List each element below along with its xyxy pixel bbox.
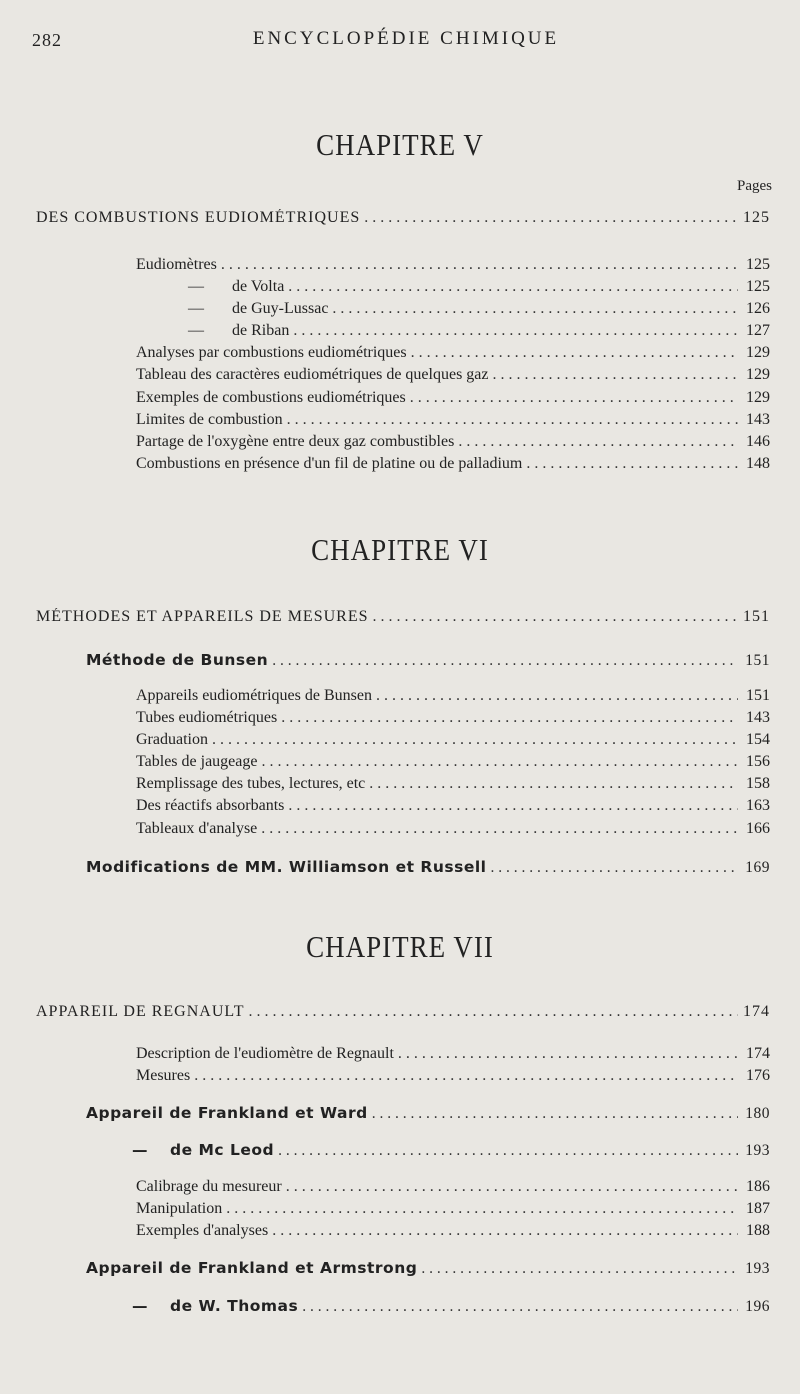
leader-dots	[332, 300, 738, 318]
leader-dots	[293, 322, 738, 340]
toc-entry	[136, 366, 770, 384]
page-ref: 156	[746, 753, 770, 770]
leader-dots	[421, 1260, 738, 1278]
entry-title: Description de l'eudiomètre de Regnault	[136, 1045, 394, 1062]
toc-entry	[136, 775, 770, 793]
subsection-title: Appareil de Frankland et Ward	[86, 1104, 368, 1122]
page-ref: 148	[746, 455, 770, 472]
page-ref: 186	[746, 1178, 770, 1195]
page-ref: 174	[746, 1045, 770, 1062]
entry-title: Mesures	[136, 1067, 191, 1084]
page-ref: 174	[743, 1003, 770, 1020]
entry-title: Tables de jaugeage	[136, 753, 258, 770]
chapter-vii-title: CHAPITRE VII	[306, 930, 494, 964]
toc-entry	[136, 797, 770, 815]
entry-title: Graduation	[136, 731, 208, 748]
page-ref: 125	[743, 209, 770, 226]
toc-entry	[136, 820, 770, 838]
ditto-dash: —	[188, 322, 204, 339]
page-ref: 129	[746, 389, 770, 406]
page-ref: 146	[746, 433, 770, 450]
toc-subsection	[86, 1259, 770, 1278]
toc-entry	[160, 300, 770, 318]
toc-entry	[136, 1178, 770, 1196]
toc-entry	[136, 731, 770, 749]
leader-dots	[194, 1067, 738, 1085]
ditto-dash: —	[188, 300, 204, 317]
leader-dots	[373, 608, 739, 626]
toc-entry	[136, 753, 770, 771]
leader-dots	[221, 256, 738, 274]
page-ref: 158	[746, 775, 770, 792]
entry-title: Calibrage du mesureur	[136, 1178, 282, 1195]
entry-title: Des réactifs absorbants	[136, 797, 285, 814]
toc-entry	[136, 687, 770, 705]
leader-dots	[212, 731, 738, 749]
leader-dots	[281, 709, 738, 727]
toc-subsection	[110, 1297, 770, 1316]
toc-entry	[160, 278, 770, 296]
running-header: ENCYCLOPÉDIE CHIMIQUE	[252, 28, 560, 49]
leader-dots	[493, 366, 739, 384]
leader-dots	[364, 209, 738, 227]
toc-entry	[136, 256, 770, 274]
subsection-title: Modifications de MM. Williamson et Russell	[86, 858, 487, 876]
ditto-dash: —	[132, 1141, 148, 1159]
toc-entry	[136, 1045, 770, 1063]
toc-subsection	[110, 1141, 770, 1160]
leader-dots	[272, 1222, 738, 1240]
page-ref: 196	[745, 1298, 770, 1315]
page-ref: 126	[746, 300, 770, 317]
page-ref: 163	[746, 797, 770, 814]
entry-title: Combustions en présence d'un fil de platine ou de palladium	[136, 455, 523, 472]
entry-title: Remplissage des tubes, lectures, etc	[136, 775, 366, 792]
section-title: APPAREIL DE REGNAULT	[36, 1003, 245, 1020]
subsection-title: Appareil de Frankland et Armstrong	[86, 1259, 418, 1277]
toc-entry	[136, 1200, 770, 1218]
subsection-title: de W. Thomas	[170, 1297, 299, 1315]
leader-dots	[261, 820, 738, 838]
page-ref: 154	[746, 731, 770, 748]
entry-title: de Guy-Lussac	[232, 300, 329, 317]
entry-title: Partage de l'oxygène entre deux gaz combustibles	[136, 433, 455, 450]
leader-dots	[302, 1298, 738, 1316]
page-ref: 193	[745, 1260, 770, 1277]
leader-dots	[286, 1178, 738, 1196]
toc-subsection	[86, 651, 770, 670]
page-ref: 176	[746, 1067, 770, 1084]
toc-section	[36, 209, 770, 227]
toc-subsection	[86, 1104, 770, 1123]
page-ref: 143	[746, 411, 770, 428]
page-ref: 127	[746, 322, 770, 339]
page-ref: 151	[743, 608, 770, 625]
chapter-v-title: CHAPITRE V	[316, 128, 484, 162]
entry-title: Tableau des caractères eudiométriques de quelques gaz	[136, 366, 489, 383]
page-ref: 169	[745, 859, 770, 876]
page-ref: 129	[746, 344, 770, 361]
entry-title: Limites de combustion	[136, 411, 283, 428]
leader-dots	[248, 1003, 738, 1021]
toc-entry	[136, 1067, 770, 1085]
entry-title: Tableaux d'analyse	[136, 820, 258, 837]
entry-title: Manipulation	[136, 1200, 223, 1217]
toc-subsection	[86, 858, 770, 877]
toc-entry	[160, 322, 770, 340]
ditto-dash: —	[132, 1297, 148, 1315]
toc-section	[36, 608, 770, 626]
page-ref: 151	[746, 687, 770, 704]
leader-dots	[526, 455, 738, 473]
entry-title: de Riban	[232, 322, 290, 339]
page-ref: 180	[745, 1105, 770, 1122]
leader-dots	[278, 1142, 738, 1160]
toc-entry	[136, 344, 770, 362]
page-ref: 187	[746, 1200, 770, 1217]
leader-dots	[272, 652, 738, 670]
toc-entry	[136, 709, 770, 727]
page-ref: 129	[746, 366, 770, 383]
page-ref: 125	[746, 256, 770, 273]
entry-title: Exemples d'analyses	[136, 1222, 269, 1239]
pages-label: Pages	[737, 178, 772, 194]
page-number: 282	[32, 30, 62, 50]
leader-dots	[376, 687, 738, 705]
entry-title: Exemples de combustions eudiométriques	[136, 389, 406, 406]
entry-title: de Volta	[232, 278, 285, 295]
entry-title: Tubes eudiométriques	[136, 709, 278, 726]
page-ref: 188	[746, 1222, 770, 1239]
ditto-dash: —	[188, 278, 204, 295]
chapter-vi-title: CHAPITRE VI	[311, 533, 489, 567]
leader-dots	[287, 411, 738, 429]
subsection-title: Méthode de Bunsen	[86, 651, 269, 669]
leader-dots	[226, 1200, 738, 1218]
toc-section	[36, 1003, 770, 1021]
leader-dots	[411, 344, 738, 362]
toc-entry	[136, 411, 770, 429]
leader-dots	[288, 797, 738, 815]
leader-dots	[261, 753, 738, 771]
entry-title: Eudiomètres	[136, 256, 217, 273]
page-ref: 193	[745, 1142, 770, 1159]
subsection-title: de Mc Leod	[170, 1141, 275, 1159]
page-ref: 166	[746, 820, 770, 837]
toc-entry	[136, 455, 770, 473]
leader-dots	[288, 278, 738, 296]
entry-title: Analyses par combustions eudiométriques	[136, 344, 407, 361]
page-ref: 151	[745, 652, 770, 669]
toc-entry	[136, 1222, 770, 1240]
entry-title: Appareils eudiométriques de Bunsen	[136, 687, 372, 704]
leader-dots	[491, 859, 739, 877]
leader-dots	[372, 1105, 738, 1123]
leader-dots	[458, 433, 738, 451]
section-title: MÉTHODES ET APPAREILS DE MESURES	[36, 608, 369, 625]
page-ref: 125	[746, 278, 770, 295]
toc-entry	[136, 433, 770, 451]
leader-dots	[369, 775, 738, 793]
page-ref: 143	[746, 709, 770, 726]
leader-dots	[410, 389, 738, 407]
leader-dots	[398, 1045, 738, 1063]
section-title: DES COMBUSTIONS EUDIOMÉTRIQUES	[36, 209, 361, 226]
toc-entry	[136, 389, 770, 407]
